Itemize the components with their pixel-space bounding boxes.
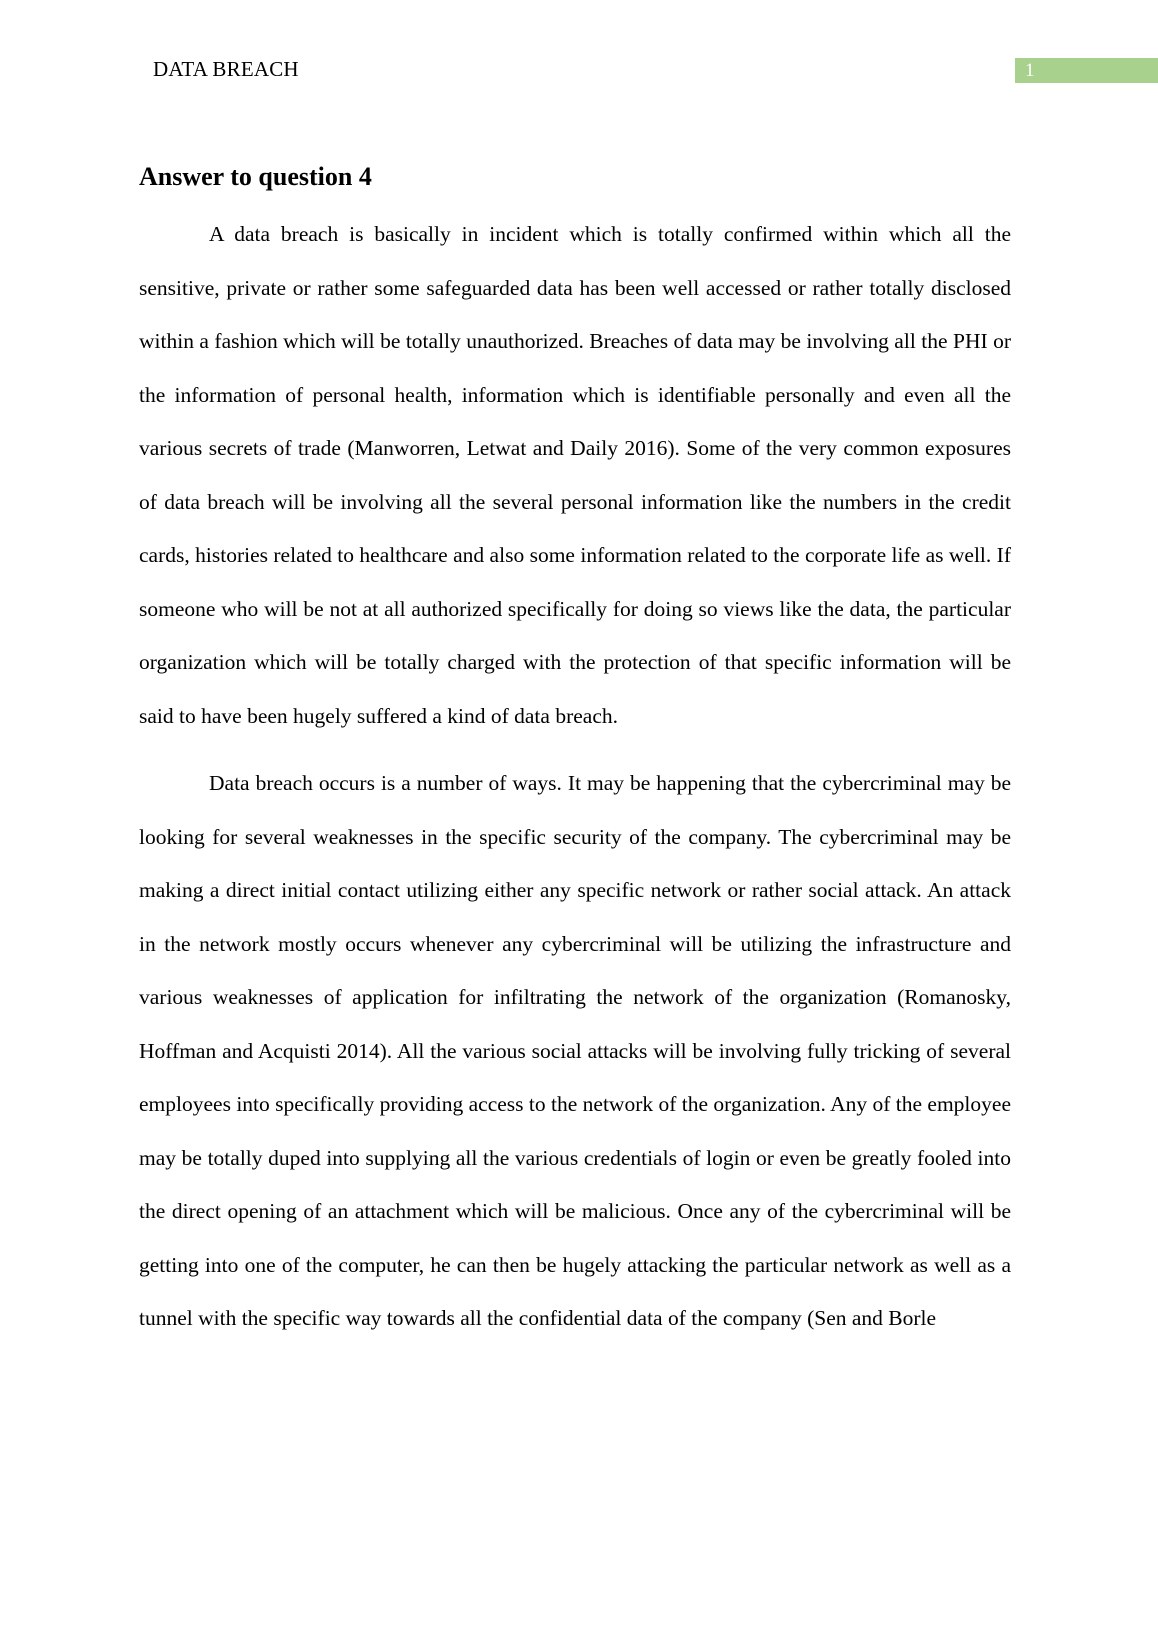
- running-head: DATA BREACH: [153, 57, 299, 81]
- paragraph-1: A data breach is basically in incident which is totally confirmed within which all the sensitive, private or rather some safeguarded data has been well accessed or rather totally disclosed within a fashion which will be totally unauthorized. Breaches of data may be involving all the PHI or the information of personal health, information which is identifiable personally and even all the various secrets of trade (Manworren, Letwat and Daily 2016). Some of the very common exposures of data breach will be involving all the several personal information like the numbers in the credit cards, histories related to healthcare and also some information related to the corporate life as well. If someone who will be not at all authorized specifically for doing so views like the data, the particular organization which will be totally charged with the protection of that specific information will be said to have been hugely suffered a kind of data breach.: [139, 222, 1011, 728]
- document-body: [139, 160, 1011, 1360]
- section-heading: Answer to question 4: [139, 162, 372, 191]
- page-number: 1: [1025, 60, 1035, 81]
- paragraph-2: Data breach occurs is a number of ways. It may be happening that the cybercriminal may be looking for several weaknesses in the specific security of the company. The cybercriminal may be making a direct initial contact utilizing either any specific network or rather social attack. An attack in the network mostly occurs whenever any cybercriminal will be utilizing the infrastructure and various weaknesses of application for infiltrating the network of the organization (Romanosky, Hoffman and Acquisti 2014). All the various social attacks will be involving fully tricking of several employees into specifically providing access to the network of the organization. Any of the employee may be totally duped into supplying all the various credentials of login or even be greatly fooled into the direct opening of an attachment which will be malicious. Once any of the cybercriminal will be getting into one of the computer, he can then be hugely attacking the particular network as well as a tunnel with the specific way towards all the confidential data of the company (Sen and Borle: [139, 771, 1011, 1330]
- page-number-bar: [1015, 58, 1158, 83]
